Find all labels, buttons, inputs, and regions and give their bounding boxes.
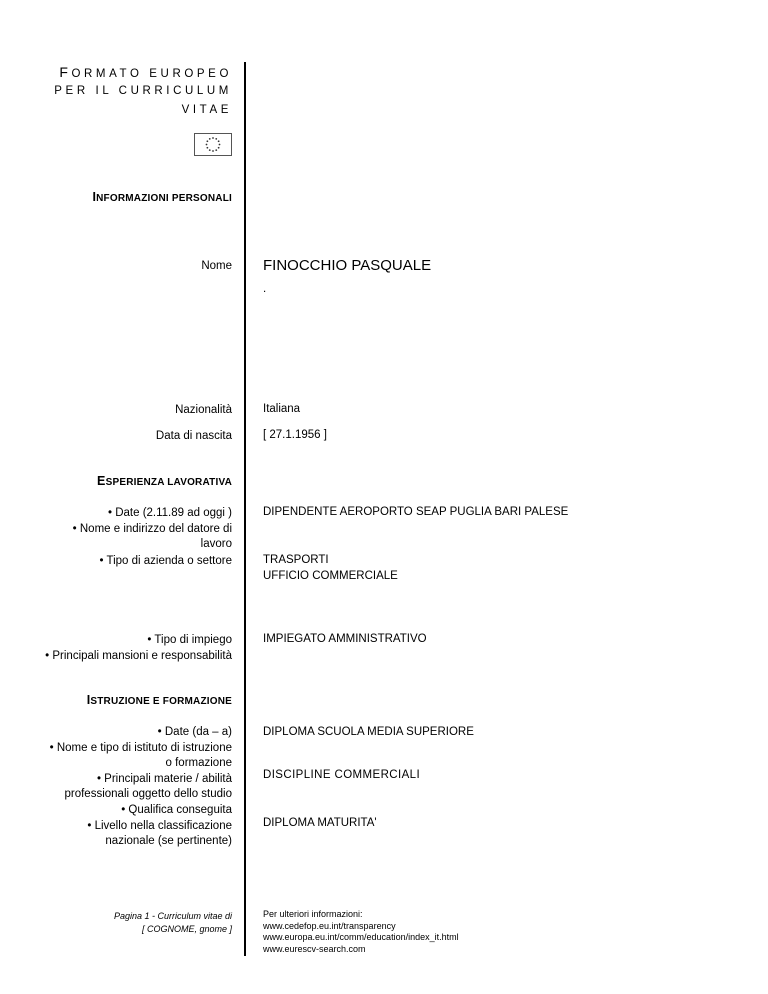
section-work-experience: ESPERIENZA LAVORATIVA <box>97 474 232 488</box>
name-value: FINOCCHIO PASQUALE <box>263 257 432 274</box>
name-label: Nome <box>201 260 232 272</box>
job-type-label: • Tipo di impiego <box>147 634 232 646</box>
section-personal-info: INFORMAZIONI PERSONALI <box>92 190 232 204</box>
department-value: UFFICIO COMMERCIALE <box>263 570 398 582</box>
institute-label: • Nome e tipo di istituto di istruzione <box>49 742 232 754</box>
institute-label-cont: o formazione <box>165 757 232 769</box>
section-education: ISTRUZIONE E FORMAZIONE <box>86 693 232 707</box>
education-date-label: • Date (da – a) <box>157 726 232 738</box>
birth-date-label: Data di nascita <box>155 430 232 442</box>
footer-info-heading: Per ulteriori informazioni: <box>263 909 363 919</box>
subjects-value: DISCIPLINE COMMERCIALI <box>263 769 421 781</box>
birth-date-value: [ 27.1.1956 ] <box>263 429 327 441</box>
footer-page-info <box>114 910 232 936</box>
qualification-label: • Qualifica conseguita <box>121 804 232 816</box>
employer-label: • Nome e indirizzo del datore di <box>72 523 232 535</box>
job-value: IMPIEGATO AMMINISTRATIVO <box>263 633 427 645</box>
nationality-label: Nazionalità <box>175 404 232 416</box>
header-title-line1: FORMATO EUROPEO <box>59 64 232 80</box>
eu-flag-icon <box>194 133 232 156</box>
footer-page-line1: Pagina 1 - Curriculum vitae di <box>113 911 232 921</box>
footer-link-europa[interactable]: www.europa.eu.int/comm/education/index_it.html <box>263 932 459 942</box>
footer-link-cedefop[interactable]: www.cedefop.eu.int/transparency <box>263 920 396 931</box>
institute-value: DIPLOMA SCUOLA MEDIA SUPERIORE <box>263 726 474 738</box>
level-value: DIPLOMA MATURITA' <box>263 817 377 829</box>
footer-page-line2: [ COGNOME, gnome ] <box>141 924 232 934</box>
footer-link-eurescv[interactable]: www.eurescv-search.com <box>263 943 366 954</box>
sector-label: • Tipo di azienda o settore <box>99 555 232 567</box>
nationality-value: Italiana <box>263 403 301 415</box>
header-title-line3: VITAE <box>181 104 232 116</box>
level-label: • Livello nella classificazione <box>87 820 232 832</box>
sector-value: TRASPORTI <box>263 554 329 566</box>
name-extra: . <box>263 283 267 295</box>
footer-links <box>263 909 459 955</box>
header-title-line2: PER IL CURRICULUM <box>54 85 232 97</box>
duties-label: • Principali mansioni e responsabilità <box>45 650 232 662</box>
subjects-label-cont: professionali oggetto dello studio <box>64 788 232 800</box>
work-date-label: • Date (2.11.89 ad oggi ) <box>107 507 232 519</box>
subjects-label: • Principali materie / abilità <box>96 773 232 785</box>
level-label-cont: nazionale (se pertinente) <box>105 835 232 847</box>
vertical-divider <box>244 62 246 956</box>
employer-label-cont: lavoro <box>200 538 232 550</box>
employer-value: DIPENDENTE AEROPORTO SEAP PUGLIA BARI PALESE <box>263 506 569 518</box>
